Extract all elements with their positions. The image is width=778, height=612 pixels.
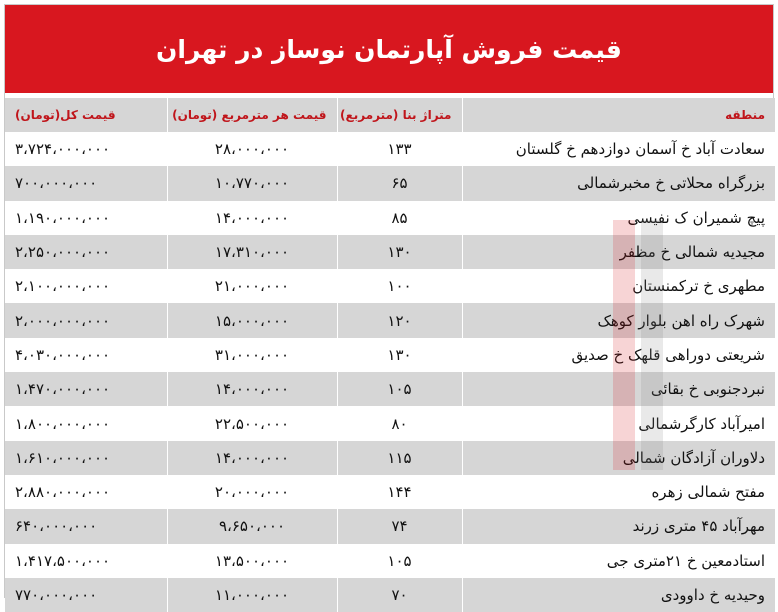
cell-area: ۶۵ [337,166,462,200]
cell-total-price: ۶۴۰،۰۰۰،۰۰۰ [5,509,167,543]
cell-region: امیرآباد کارگرشمالی [462,406,775,440]
price-table-card [4,4,774,604]
header-region: منطقه [462,98,775,132]
cell-total-price: ۲،۲۵۰،۰۰۰،۰۰۰ [5,235,167,269]
cell-area: ۱۴۴ [337,475,462,509]
table-row [5,201,775,235]
cell-area: ۸۰ [337,406,462,440]
cell-price-per-meter: ۱۷،۳۱۰،۰۰۰ [167,235,337,269]
table-row [5,441,775,475]
cell-region: سعادت آباد خ آسمان دوازدهم خ گلستان [462,132,775,166]
cell-total-price: ۱،۸۰۰،۰۰۰،۰۰۰ [5,406,167,440]
cell-total-price: ۲،۰۰۰،۰۰۰،۰۰۰ [5,303,167,337]
cell-region: وحیدیه خ داوودی [462,578,775,612]
cell-price-per-meter: ۱۰،۷۷۰،۰۰۰ [167,166,337,200]
cell-price-per-meter: ۱۴،۰۰۰،۰۰۰ [167,372,337,406]
table-row [5,338,775,372]
cell-area: ۱۳۰ [337,338,462,372]
cell-region: پیچ شمیران ک نفیسی [462,201,775,235]
table-row [5,235,775,269]
cell-price-per-meter: ۹،۶۵۰،۰۰۰ [167,509,337,543]
table-header-row [5,98,775,132]
cell-total-price: ۴،۰۳۰،۰۰۰،۰۰۰ [5,338,167,372]
cell-total-price: ۱،۴۱۷،۵۰۰،۰۰۰ [5,544,167,578]
cell-price-per-meter: ۱۴،۰۰۰،۰۰۰ [167,441,337,475]
cell-area: ۱۰۰ [337,269,462,303]
cell-area: ۸۵ [337,201,462,235]
cell-price-per-meter: ۲۱،۰۰۰،۰۰۰ [167,269,337,303]
table-row [5,303,775,337]
table-body [5,132,775,612]
cell-region: بزرگراه محلاتی خ مخبرشمالی [462,166,775,200]
cell-region: مهرآباد ۴۵ متری زرند [462,509,775,543]
table-row [5,509,775,543]
cell-price-per-meter: ۱۴،۰۰۰،۰۰۰ [167,201,337,235]
cell-region: نبردجنوبی خ بقائی [462,372,775,406]
page-title: قیمت فروش آپارتمان نوساز در تهران [156,34,622,64]
cell-price-per-meter: ۱۵،۰۰۰،۰۰۰ [167,303,337,337]
header-price-per-meter: قیمت هر مترمربع (تومان) [167,98,337,132]
cell-price-per-meter: ۱۱،۰۰۰،۰۰۰ [167,578,337,612]
cell-price-per-meter: ۲۲،۵۰۰،۰۰۰ [167,406,337,440]
table-row [5,132,775,166]
cell-region: دلاوران آزادگان شمالی [462,441,775,475]
cell-area: ۷۰ [337,578,462,612]
cell-total-price: ۷۰۰،۰۰۰،۰۰۰ [5,166,167,200]
cell-total-price: ۱،۴۷۰،۰۰۰،۰۰۰ [5,372,167,406]
table-row [5,406,775,440]
cell-region: مطهری خ ترکمنستان [462,269,775,303]
table-row [5,166,775,200]
cell-total-price: ۱،۱۹۰،۰۰۰،۰۰۰ [5,201,167,235]
cell-region: مفتح شمالی زهره [462,475,775,509]
cell-region: شریعتی دوراهی قلهک خ صدیق [462,338,775,372]
cell-region: مجیدیه شمالی خ مظفر [462,235,775,269]
table-row [5,475,775,509]
cell-total-price: ۲،۱۰۰،۰۰۰،۰۰۰ [5,269,167,303]
cell-region: شهرک راه اهن بلوار کوهک [462,303,775,337]
cell-price-per-meter: ۲۰،۰۰۰،۰۰۰ [167,475,337,509]
table-row [5,578,775,612]
header-total-price: قیمت کل(تومان) [5,98,167,132]
header-area: متراژ بنا (مترمربع) [337,98,462,132]
cell-price-per-meter: ۱۳،۵۰۰،۰۰۰ [167,544,337,578]
cell-price-per-meter: ۳۱،۰۰۰،۰۰۰ [167,338,337,372]
table-row [5,269,775,303]
cell-price-per-meter: ۲۸،۰۰۰،۰۰۰ [167,132,337,166]
cell-area: ۱۱۵ [337,441,462,475]
cell-total-price: ۲،۸۸۰،۰۰۰،۰۰۰ [5,475,167,509]
cell-area: ۱۰۵ [337,372,462,406]
title-banner [5,5,773,93]
cell-area: ۱۳۰ [337,235,462,269]
cell-area: ۱۰۵ [337,544,462,578]
table-row [5,372,775,406]
price-table [5,98,775,612]
cell-area: ۱۳۳ [337,132,462,166]
cell-total-price: ۱،۶۱۰،۰۰۰،۰۰۰ [5,441,167,475]
cell-area: ۱۲۰ [337,303,462,337]
cell-area: ۷۴ [337,509,462,543]
cell-region: استادمعین خ ۲۱متری جی [462,544,775,578]
cell-total-price: ۳،۷۲۴،۰۰۰،۰۰۰ [5,132,167,166]
table-row [5,544,775,578]
cell-total-price: ۷۷۰،۰۰۰،۰۰۰ [5,578,167,612]
